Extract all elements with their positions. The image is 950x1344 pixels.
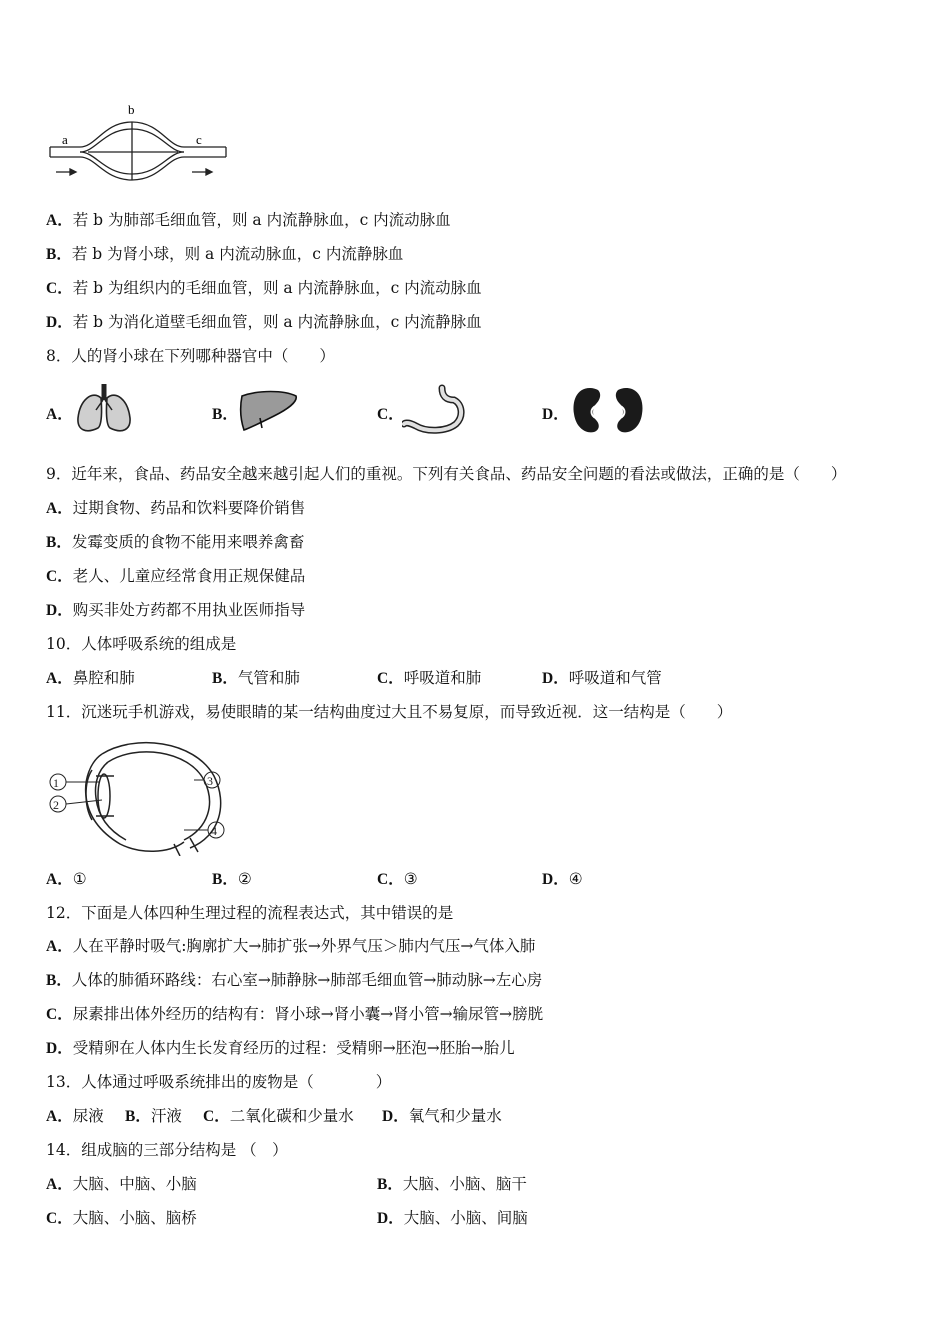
label-c: c [196,132,202,147]
option-label: D． [377,1210,404,1227]
q10-option-a[interactable] [46,668,135,689]
label-b: b [128,102,135,117]
option-label: C． [377,871,404,888]
option-text: 大脑、小脑、间脑 [403,1209,528,1227]
q8-option-a[interactable]: A． [46,406,73,423]
option-label: D． [542,871,569,888]
q12-option-c[interactable] [46,1004,543,1025]
q7-option-a[interactable] [46,210,451,231]
q13-option-d[interactable] [382,1106,502,1127]
option-label: B． [46,534,72,551]
q10-option-d[interactable] [542,668,662,689]
option-label: A． [46,500,73,517]
label-a: a [62,132,68,147]
option-label: A． [46,212,73,229]
q8-stem: 8．人的肾小球在下列哪种器官中（ ） [46,347,335,365]
option-text: 人体的肺循环路线：右心室→肺静脉→肺部毛细血管→肺动脉→左心房 [71,971,543,989]
option-text: 若 b 为肾小球，则 a 内流动脉血，c 内流静脉血 [71,245,404,263]
q13-option-c[interactable] [203,1106,354,1127]
option-text: 大脑、中脑、小脑 [72,1175,197,1193]
q11-option-a[interactable] [46,869,87,890]
option-text: 老人、儿童应经常食用正规保健品 [72,567,306,585]
option-label: D． [542,670,569,687]
option-label: C． [203,1108,230,1125]
option-label: B． [377,1176,403,1193]
q10-option-b[interactable] [212,668,300,689]
q11-option-c[interactable] [377,869,418,890]
option-text: 过期食物、药品和饮料要降价销售 [72,499,306,517]
option-text: 大脑、小脑、脑桥 [72,1209,197,1227]
q10-stem: 10．人体呼吸系统的组成是 [46,635,237,653]
option-text: 若 b 为肺部毛细血管，则 a 内流静脉血，c 内流动脉血 [72,211,451,229]
q13-stem: 13．人体通过呼吸系统排出的废物是（ ） [46,1073,392,1091]
option-text: 氧气和少量水 [408,1107,502,1125]
q7-option-c[interactable] [46,278,482,299]
q12-option-a[interactable] [46,936,535,957]
q12-option-b[interactable] [46,970,542,991]
q9-stem: 9．近年来，食品、药品安全越来越引起人们的重视。下列有关食品、药品安全问题的看法或做法，正确的是（ ） [46,465,847,483]
option-label: D． [46,1040,73,1057]
option-label: D． [382,1108,409,1125]
option-label: B． [46,972,72,989]
option-label: B． [212,670,238,687]
option-text: 呼吸道和气管 [568,669,662,687]
q10-option-c[interactable] [377,668,481,689]
q14-stem: 14．组成脑的三部分结构是 （ ） [46,1141,288,1159]
q9-option-a[interactable] [46,498,305,519]
option-text: ④ [568,870,583,888]
option-text: ③ [403,870,418,888]
option-label: C． [46,280,73,297]
option-text: 若 b 为组织内的毛细血管，则 a 内流静脉血，c 内流动脉血 [72,279,482,297]
option-label: D． [46,602,73,619]
q13-option-a[interactable] [46,1106,104,1127]
option-label: A． [46,871,73,888]
option-text: ② [237,870,252,888]
option-text: 呼吸道和肺 [403,669,482,687]
option-label: A． [46,938,73,955]
option-label: C． [46,1006,73,1023]
q7-option-b[interactable] [46,244,403,265]
stomach-icon [402,384,466,436]
option-text: 尿素排出体外经历的结构有：肾小球→肾小囊→肾小管→输尿管→膀胱 [72,1005,544,1023]
q13-option-b[interactable] [125,1106,182,1127]
option-text: 汗液 [150,1107,182,1125]
q11-option-d[interactable] [542,869,583,890]
option-text: 大脑、小脑、脑干 [402,1175,527,1193]
option-text: 发霉变质的食物不能用来喂养禽畜 [71,533,305,551]
q14-option-d[interactable] [377,1208,528,1229]
option-text: 购买非处方药都不用执业医师指导 [72,601,306,619]
q12-option-d[interactable] [46,1038,515,1059]
label-2: 2 [53,798,59,812]
q8-option-b[interactable]: B． [212,406,238,423]
option-text: 鼻腔和肺 [72,669,135,687]
lungs-icon [74,380,134,436]
option-text: 二氧化碳和少量水 [229,1107,354,1125]
option-label: B． [125,1108,151,1125]
option-text: ① [72,870,87,888]
q9-option-d[interactable] [46,600,305,621]
option-label: B． [212,871,238,888]
option-text: 若 b 为消化道壁毛细血管，则 a 内流静脉血，c 内流静脉血 [72,313,482,331]
option-label: A． [46,1176,73,1193]
q8-option-c[interactable]: C． [377,406,404,423]
q14-option-c[interactable] [46,1208,197,1229]
q14-option-a[interactable] [46,1174,197,1195]
option-label: C． [46,1210,73,1227]
option-label: B． [46,246,72,263]
q9-option-c[interactable] [46,566,305,587]
label-1: 1 [53,776,59,790]
option-text: 人在平静时吸气:胸廓扩大→肺扩张→外界气压＞肺内气压→气体入肺 [72,937,536,955]
label-3: 3 [207,774,213,788]
option-text: 尿液 [72,1107,104,1125]
q9-option-b[interactable] [46,532,304,553]
q11-option-b[interactable] [212,869,252,890]
option-label: A． [46,670,73,687]
option-label: C． [46,568,73,585]
kidneys-icon [570,386,646,436]
q14-option-b[interactable] [377,1174,527,1195]
q12-stem: 12．下面是人体四种生理过程的流程表达式，其中错误的是 [46,904,454,922]
label-4: 4 [211,824,217,838]
option-text: 受精卵在人体内生长发育经历的过程：受精卵→胚泡→胚胎→胎儿 [72,1039,515,1057]
option-label: A． [46,1108,73,1125]
q11-stem: 11．沉迷玩手机游戏，易使眼睛的某一结构曲度过大且不易复原，而导致近视．这一结构是（ ） [46,703,733,721]
vessel-diagram [44,100,234,185]
option-label: C． [377,670,404,687]
q7-option-d[interactable] [46,312,482,333]
q8-option-d[interactable]: D． [542,406,569,423]
liver-icon [238,388,300,434]
option-label: D． [46,314,73,331]
option-text: 气管和肺 [237,669,300,687]
eye-diagram [44,736,234,856]
